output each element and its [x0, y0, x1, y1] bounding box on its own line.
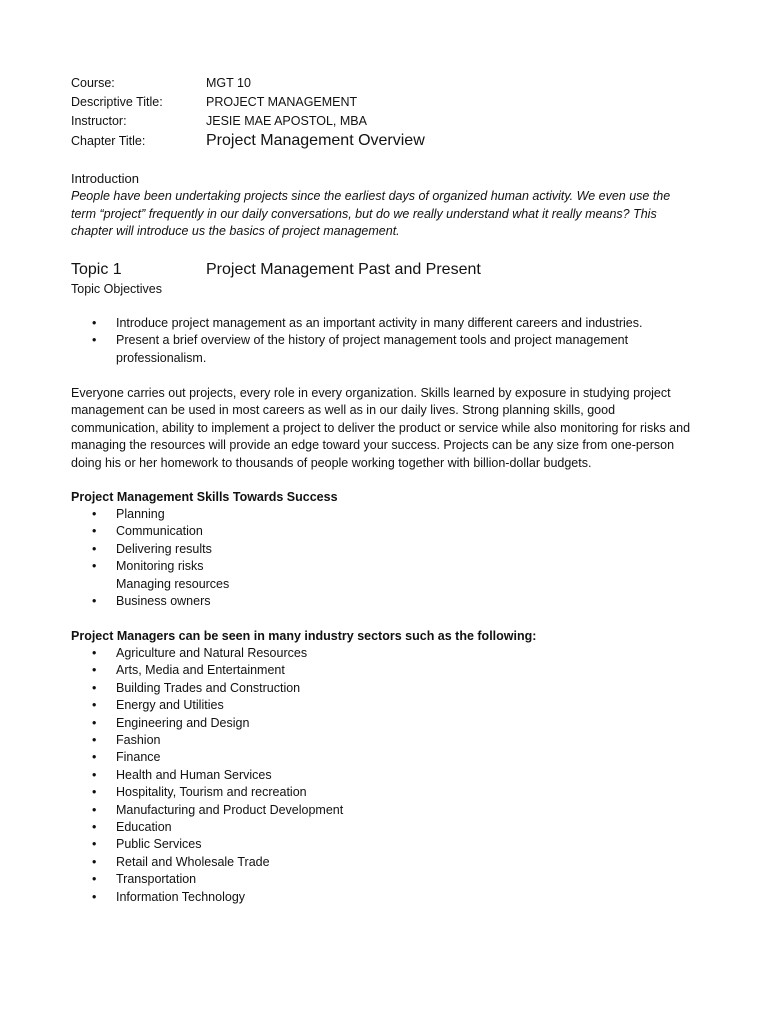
skill-text: Delivering results — [116, 541, 212, 556]
topic-title: Project Management Past and Present — [206, 261, 481, 278]
bullet-icon: • — [92, 541, 97, 556]
topic-label: Topic 1 — [71, 261, 122, 278]
skill-text: Managing resources — [116, 576, 230, 591]
chapter-title-value: Project Management Overview — [206, 132, 425, 149]
sector-text: Public Services — [116, 837, 202, 852]
bullet-icon: • — [92, 785, 97, 800]
introduction-heading: Introduction — [71, 171, 139, 186]
sector-text: Hospitality, Tourism and recreation — [116, 785, 307, 800]
bullet-icon: • — [92, 733, 97, 748]
list-item — [71, 767, 671, 784]
list-item — [71, 802, 671, 819]
list-item — [71, 332, 671, 367]
bullet-icon: • — [92, 750, 97, 765]
objective-text: Introduce project management as an important activity in many different careers and industries. — [116, 316, 643, 330]
list-item — [71, 662, 671, 679]
list-item — [71, 732, 671, 749]
sector-text: Engineering and Design — [116, 715, 250, 730]
instructor-value: JESIE MAE APOSTOL, MBA — [206, 114, 367, 128]
bullet-icon: • — [92, 316, 97, 330]
introduction-text: People have been undertaking projects since the earliest days of organized human activity. We even use the term “project” frequently in our daily conversations, but do we really understand what it really means? This chapter will introduce us the basics of project management. — [71, 189, 671, 238]
list-item — [71, 749, 671, 766]
list-item — [71, 715, 671, 732]
bullet-icon: • — [92, 507, 97, 521]
bullet-icon: • — [92, 524, 97, 539]
bullet-icon: • — [92, 594, 97, 609]
chapter-title-label: Chapter Title: — [71, 134, 146, 148]
objective-text: Present a brief overview of the history of project management tools and project management professionalism. — [116, 333, 629, 365]
chapter-title-row — [71, 131, 711, 150]
bullet-icon: • — [92, 854, 97, 869]
list-item — [71, 889, 671, 906]
topic-heading — [71, 259, 481, 281]
skill-text: Monitoring risks — [116, 559, 204, 574]
list-item — [71, 697, 671, 714]
bullet-icon: • — [92, 663, 97, 678]
skills-list — [71, 506, 671, 610]
descriptive-title-value: PROJECT MANAGEMENT — [206, 95, 358, 109]
sector-text: Manufacturing and Product Development — [116, 802, 344, 817]
bullet-icon: • — [92, 680, 97, 695]
list-item — [71, 576, 671, 593]
bullet-icon: • — [92, 559, 97, 574]
sector-text: Transportation — [116, 872, 197, 887]
course-value: MGT 10 — [206, 76, 251, 90]
bullet-icon: • — [92, 333, 97, 348]
descriptive-title-label: Descriptive Title: — [71, 95, 163, 109]
skill-text: Business owners — [116, 594, 211, 609]
sectors-list — [71, 645, 671, 906]
list-item — [71, 819, 671, 836]
list-item — [71, 558, 671, 575]
sector-text: Health and Human Services — [116, 767, 272, 782]
bullet-icon: • — [92, 698, 97, 713]
sector-text: Arts, Media and Entertainment — [116, 663, 285, 678]
course-info-block — [71, 74, 711, 150]
bullet-icon: • — [92, 872, 97, 887]
instructor-label: Instructor: — [71, 114, 127, 128]
descriptive-title-row — [71, 93, 711, 112]
sector-text: Agriculture and Natural Resources — [116, 646, 308, 660]
sector-text: Energy and Utilities — [116, 698, 224, 713]
sector-text: Building Trades and Construction — [116, 680, 301, 695]
body-paragraph: Everyone carries out projects, every role in every organization. Skills learned by exposure in studying project management can be used in most careers as well as in our daily lives. Strong planning skills, good communication, ability to implement a project to deliver the product or service while also monitoring for risks and managing the resources will provide an edge toward your success. Projects can be any size from one-person doing his or her homework to thousands of people working together with billion-dollar budgets. — [71, 386, 691, 470]
list-item — [71, 784, 671, 801]
list-item — [71, 871, 671, 888]
bullet-icon: • — [92, 802, 97, 817]
bullet-icon: • — [92, 646, 97, 660]
list-item — [71, 854, 671, 871]
sector-text: Education — [116, 820, 172, 835]
list-item — [71, 506, 671, 523]
bullet-icon: • — [92, 820, 97, 835]
bullet-icon: • — [92, 767, 97, 782]
list-item — [71, 541, 671, 558]
course-row — [71, 74, 711, 93]
sectors-heading: Project Managers can be seen in many industry sectors such as the following: — [71, 629, 537, 643]
course-label: Course: — [71, 76, 115, 90]
bullet-icon: • — [92, 889, 97, 904]
skill-text: Planning — [116, 507, 165, 521]
sector-text: Finance — [116, 750, 161, 765]
list-item — [71, 836, 671, 853]
sector-text: Fashion — [116, 733, 161, 748]
list-item — [71, 523, 671, 540]
objectives-list — [71, 315, 671, 367]
list-item — [71, 680, 671, 697]
topic-objectives-heading: Topic Objectives — [71, 282, 163, 296]
skill-text: Communication — [116, 524, 203, 539]
bullet-icon: • — [92, 837, 97, 852]
list-item — [71, 645, 671, 662]
bullet-icon: • — [92, 715, 97, 730]
sector-text: Retail and Wholesale Trade — [116, 854, 270, 869]
sector-text: Information Technology — [116, 889, 246, 904]
list-item — [71, 315, 671, 332]
skills-heading: Project Management Skills Towards Success — [71, 490, 338, 504]
instructor-row — [71, 112, 711, 131]
list-item — [71, 593, 671, 610]
